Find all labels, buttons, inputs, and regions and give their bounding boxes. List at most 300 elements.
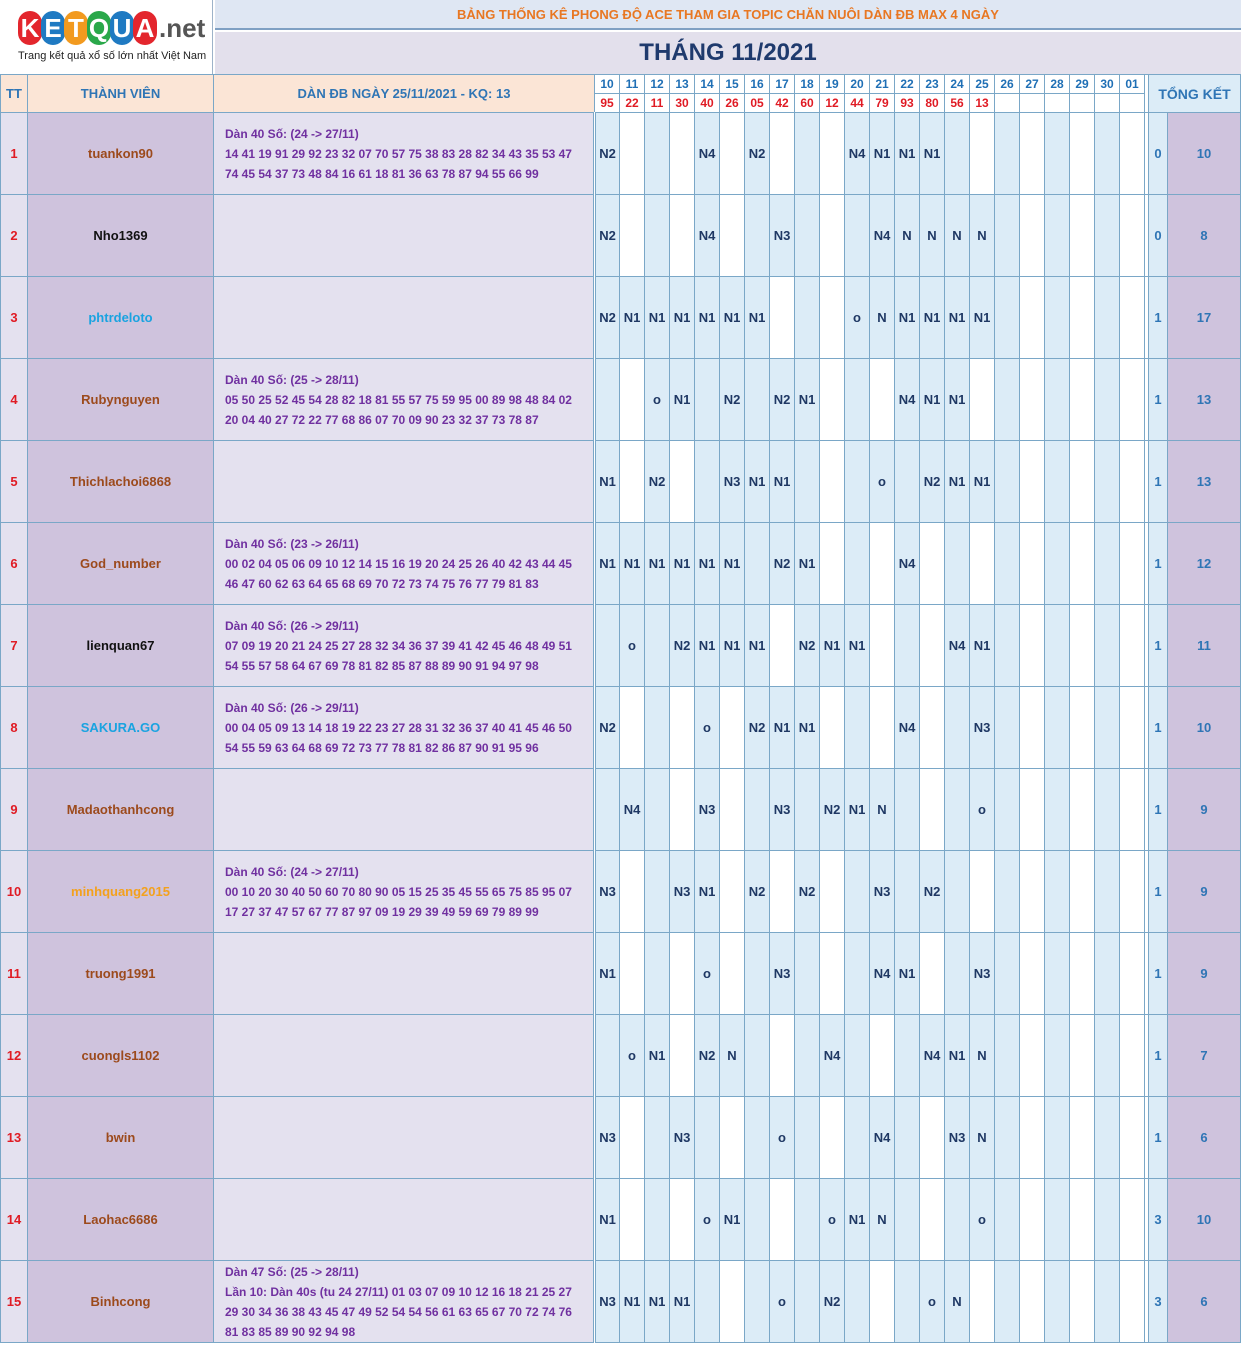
day-cell	[770, 113, 795, 195]
day-cell: N	[970, 1015, 995, 1097]
day-cell	[720, 687, 745, 769]
day-cell	[1045, 1179, 1070, 1261]
day-cell: N1	[845, 605, 870, 687]
day-cell	[795, 277, 820, 359]
day-cell	[745, 1261, 770, 1343]
header-day: 17	[770, 75, 795, 94]
dan-numbers	[214, 605, 595, 687]
header-result: 11	[645, 94, 670, 113]
dan-line: Dàn 40 Số: (24 -> 27/11)	[225, 864, 359, 879]
table-row	[1, 195, 1241, 277]
day-cell: N2	[770, 523, 795, 605]
logo-letter: Q	[87, 11, 111, 45]
day-cell	[720, 1097, 745, 1179]
day-cell: N1	[795, 359, 820, 441]
day-cell	[820, 933, 845, 1015]
day-cell	[1020, 277, 1045, 359]
day-cell: N1	[820, 605, 845, 687]
day-cell	[1095, 769, 1120, 851]
day-cell	[1045, 441, 1070, 523]
day-cell	[770, 605, 795, 687]
day-cell: N2	[820, 1261, 845, 1343]
day-cell	[645, 933, 670, 1015]
day-cell: N1	[695, 851, 720, 933]
dan-numbers	[214, 769, 595, 851]
stats-table	[0, 74, 1241, 1343]
day-cell	[1020, 113, 1045, 195]
win-count: 1	[1149, 687, 1168, 769]
day-cell: N1	[770, 687, 795, 769]
day-cell	[920, 769, 945, 851]
day-cell	[645, 769, 670, 851]
row-number: 4	[1, 359, 28, 441]
dan-line: 05 50 25 52 45 54 28 82 18 81 55 57 75 59 95 00 89 98 48 84 02	[225, 392, 572, 407]
day-cell: N2	[920, 851, 945, 933]
table-row	[1, 1179, 1241, 1261]
member-name: truong1991	[28, 933, 214, 1015]
row-number: 2	[1, 195, 28, 277]
dan-line: 00 02 04 05 06 09 10 12 14 15 16 19 20 24 25 26 40 42 43 44 45	[225, 556, 572, 571]
table-row	[1, 1015, 1241, 1097]
logo-wordmark	[18, 8, 205, 48]
day-cell: N1	[945, 441, 970, 523]
day-cell	[820, 523, 845, 605]
header-day: 24	[945, 75, 970, 94]
day-cell	[995, 687, 1020, 769]
day-cell: N1	[745, 605, 770, 687]
table-row	[1, 933, 1241, 1015]
day-cell	[1070, 1179, 1095, 1261]
day-cell	[845, 1261, 870, 1343]
day-cell	[745, 769, 770, 851]
row-number: 9	[1, 769, 28, 851]
dan-numbers	[214, 277, 595, 359]
header-result	[1120, 94, 1145, 113]
logo-letter: K	[18, 11, 42, 45]
dan-numbers	[214, 1097, 595, 1179]
day-cell	[1045, 113, 1070, 195]
day-cell: N1	[720, 277, 745, 359]
day-cell: N1	[920, 277, 945, 359]
dan-line: 54 55 59 63 64 68 69 72 73 77 78 81 82 86 87 90 91 95 96	[225, 740, 539, 755]
day-cell	[1095, 195, 1120, 277]
table-row	[1, 1261, 1241, 1343]
total-count: 8	[1168, 195, 1241, 277]
day-cell: N1	[745, 441, 770, 523]
dan-line: Dàn 40 Số: (23 -> 26/11)	[225, 536, 359, 551]
day-cell	[1070, 851, 1095, 933]
total-count: 12	[1168, 523, 1241, 605]
day-cell	[1020, 687, 1045, 769]
day-cell	[995, 769, 1020, 851]
logo-suffix: .net	[159, 12, 206, 43]
day-cell	[595, 769, 620, 851]
day-cell	[795, 933, 820, 1015]
header-day: 01	[1120, 75, 1145, 94]
day-cell	[920, 1097, 945, 1179]
day-cell: o	[695, 1179, 720, 1261]
day-cell: N1	[670, 523, 695, 605]
total-count: 7	[1168, 1015, 1241, 1097]
dan-line: Dàn 40 Số: (26 -> 29/11)	[225, 618, 359, 633]
logo-letter: A	[133, 11, 157, 45]
day-cell: N3	[695, 769, 720, 851]
dan-line: 00 10 20 30 40 50 60 70 80 90 05 15 25 35 45 55 65 75 85 95 07	[225, 884, 572, 899]
day-cell: N3	[970, 933, 995, 1015]
dan-line: 00 04 05 09 13 14 18 19 22 23 27 28 31 32 36 37 40 41 45 46 50	[225, 720, 572, 735]
day-cell	[1070, 277, 1095, 359]
day-cell	[670, 1015, 695, 1097]
table-row	[1, 687, 1241, 769]
day-cell	[745, 1179, 770, 1261]
total-count: 9	[1168, 851, 1241, 933]
day-cell: N3	[870, 851, 895, 933]
day-cell	[845, 687, 870, 769]
total-count: 6	[1168, 1261, 1241, 1343]
day-cell: N1	[595, 441, 620, 523]
day-cell	[795, 1015, 820, 1097]
day-cell: N1	[895, 933, 920, 1015]
win-count: 3	[1149, 1179, 1168, 1261]
header-result: 40	[695, 94, 720, 113]
day-cell	[1120, 769, 1145, 851]
day-cell	[945, 851, 970, 933]
day-cell: o	[645, 359, 670, 441]
day-cell	[1070, 1015, 1095, 1097]
day-cell	[895, 851, 920, 933]
day-cell: N3	[595, 851, 620, 933]
day-cell: N2	[770, 359, 795, 441]
header-result	[995, 94, 1020, 113]
day-cell	[1120, 1179, 1145, 1261]
total-count: 10	[1168, 687, 1241, 769]
day-cell: o	[845, 277, 870, 359]
header-day: 14	[695, 75, 720, 94]
day-cell	[820, 195, 845, 277]
day-cell: N1	[895, 113, 920, 195]
day-cell	[645, 113, 670, 195]
day-cell: N1	[795, 523, 820, 605]
day-cell	[1020, 1261, 1045, 1343]
day-cell	[920, 523, 945, 605]
dan-numbers	[214, 1015, 595, 1097]
day-cell: N2	[920, 441, 945, 523]
day-cell: N2	[595, 687, 620, 769]
day-cell	[1020, 1097, 1045, 1179]
day-cell: o	[770, 1097, 795, 1179]
month-title: THÁNG 11/2021	[215, 32, 1241, 74]
win-count: 1	[1149, 605, 1168, 687]
day-cell: N	[920, 195, 945, 277]
day-cell: N2	[645, 441, 670, 523]
day-cell	[1045, 933, 1070, 1015]
day-cell	[1095, 523, 1120, 605]
day-cell	[1045, 277, 1070, 359]
day-cell: o	[620, 605, 645, 687]
total-count: 13	[1168, 359, 1241, 441]
logo[interactable]	[0, 0, 213, 74]
member-name: tuankon90	[28, 113, 214, 195]
day-cell	[795, 113, 820, 195]
day-cell	[1020, 523, 1045, 605]
row-number: 8	[1, 687, 28, 769]
row-number: 1	[1, 113, 28, 195]
table-row	[1, 441, 1241, 523]
day-cell: N1	[920, 113, 945, 195]
table-row	[1, 1097, 1241, 1179]
day-cell: N1	[720, 605, 745, 687]
day-cell	[745, 1097, 770, 1179]
day-cell: o	[695, 933, 720, 1015]
day-cell	[770, 1179, 795, 1261]
day-cell: o	[695, 687, 720, 769]
day-cell: N2	[745, 851, 770, 933]
day-cell	[595, 605, 620, 687]
day-cell	[945, 769, 970, 851]
win-count: 0	[1149, 113, 1168, 195]
row-number: 14	[1, 1179, 28, 1261]
day-cell	[895, 1015, 920, 1097]
day-cell: N2	[745, 687, 770, 769]
day-cell	[670, 769, 695, 851]
day-cell	[1095, 1015, 1120, 1097]
win-count: 1	[1149, 1015, 1168, 1097]
total-count: 9	[1168, 769, 1241, 851]
member-name: SAKURA.GO	[28, 687, 214, 769]
day-cell	[970, 1261, 995, 1343]
day-cell: N4	[695, 113, 720, 195]
win-count: 1	[1149, 359, 1168, 441]
member-name: Madaothanhcong	[28, 769, 214, 851]
table-row	[1, 359, 1241, 441]
day-cell	[1095, 851, 1120, 933]
win-count: 1	[1149, 441, 1168, 523]
day-cell	[845, 851, 870, 933]
day-cell: N1	[720, 523, 745, 605]
member-name: phtrdeloto	[28, 277, 214, 359]
day-cell	[995, 605, 1020, 687]
day-cell: N1	[970, 605, 995, 687]
dan-line: 20 04 40 27 72 22 77 68 86 07 70 09 90 23 32 37 73 78 87	[225, 412, 539, 427]
day-cell: N	[945, 1261, 970, 1343]
header-result: 60	[795, 94, 820, 113]
day-cell	[1020, 851, 1045, 933]
day-cell: N2	[720, 359, 745, 441]
day-cell	[995, 933, 1020, 1015]
day-cell: o	[770, 1261, 795, 1343]
day-cell	[1020, 933, 1045, 1015]
dan-numbers	[214, 1261, 595, 1343]
header-day: 20	[845, 75, 870, 94]
day-cell	[1020, 441, 1045, 523]
logo-tagline: Trang kết quả xổ số lớn nhất Việt Nam	[18, 50, 207, 62]
day-cell: N4	[870, 195, 895, 277]
table-row	[1, 277, 1241, 359]
day-cell: N1	[595, 523, 620, 605]
day-cell	[995, 195, 1020, 277]
header-day: 19	[820, 75, 845, 94]
day-cell	[1070, 1097, 1095, 1179]
header-day: 11	[620, 75, 645, 94]
day-cell	[1120, 113, 1145, 195]
day-cell: N1	[620, 523, 645, 605]
day-cell: N4	[620, 769, 645, 851]
day-cell: N4	[945, 605, 970, 687]
day-cell	[1120, 605, 1145, 687]
dan-numbers	[214, 1179, 595, 1261]
header-result	[1020, 94, 1045, 113]
day-cell	[1120, 441, 1145, 523]
day-cell	[1070, 933, 1095, 1015]
dan-line: 14 41 19 91 29 92 23 32 07 70 57 75 38 83 28 82 34 43 35 53 47	[225, 146, 572, 161]
day-cell	[920, 933, 945, 1015]
header-result	[1045, 94, 1070, 113]
day-cell	[995, 1261, 1020, 1343]
day-cell	[1045, 359, 1070, 441]
member-name: minhquang2015	[28, 851, 214, 933]
day-cell	[645, 1179, 670, 1261]
day-cell	[1095, 1179, 1120, 1261]
day-cell	[995, 359, 1020, 441]
day-cell	[895, 605, 920, 687]
day-cell	[1070, 1261, 1095, 1343]
day-cell	[820, 1097, 845, 1179]
day-cell	[620, 441, 645, 523]
member-name: Laohac6686	[28, 1179, 214, 1261]
day-cell: N1	[895, 277, 920, 359]
day-cell	[870, 687, 895, 769]
day-cell: N3	[595, 1261, 620, 1343]
day-cell: N4	[895, 359, 920, 441]
day-cell: N4	[820, 1015, 845, 1097]
dan-line: 17 27 37 47 57 67 77 87 97 09 19 29 39 49 59 69 79 89 99	[225, 904, 539, 919]
table-row	[1, 605, 1241, 687]
day-cell: N1	[795, 687, 820, 769]
member-name: Rubynguyen	[28, 359, 214, 441]
win-count: 1	[1149, 523, 1168, 605]
page-title: BẢNG THỐNG KÊ PHONG ĐỘ ACE THAM GIA TOPIC CHĂN NUÔI DÀN ĐB MAX 4 NGÀY	[215, 0, 1241, 30]
day-cell: N1	[645, 1015, 670, 1097]
header-day: 27	[1020, 75, 1045, 94]
dan-line: Lần 10: Dàn 40s (tu 24 27/11) 01 03 07 09 10 12 16 18 21 25 27	[225, 1284, 572, 1299]
day-cell	[620, 113, 645, 195]
header-result: 13	[970, 94, 995, 113]
day-cell: N	[870, 277, 895, 359]
dan-line: 81 83 85 89 90 92 94 98	[225, 1324, 356, 1339]
day-cell: o	[970, 769, 995, 851]
row-number: 10	[1, 851, 28, 933]
day-cell: N4	[895, 687, 920, 769]
day-cell	[870, 523, 895, 605]
day-cell: N4	[695, 195, 720, 277]
day-cell	[1045, 1261, 1070, 1343]
win-count: 1	[1149, 769, 1168, 851]
day-cell: N	[945, 195, 970, 277]
day-cell	[795, 1179, 820, 1261]
header-result	[1095, 94, 1120, 113]
day-cell: N3	[770, 769, 795, 851]
dan-line: 29 30 34 36 38 43 45 47 49 52 54 54 56 61 63 65 67 70 72 74 76	[225, 1304, 572, 1319]
day-cell: o	[970, 1179, 995, 1261]
day-cell	[970, 359, 995, 441]
row-number: 11	[1, 933, 28, 1015]
day-cell	[645, 1097, 670, 1179]
day-cell: N1	[620, 1261, 645, 1343]
day-cell	[620, 687, 645, 769]
dan-numbers	[214, 933, 595, 1015]
day-cell: N	[870, 769, 895, 851]
day-cell	[995, 1015, 1020, 1097]
day-cell	[795, 769, 820, 851]
day-cell	[1120, 851, 1145, 933]
header-tt: TT	[1, 75, 28, 113]
day-cell	[845, 441, 870, 523]
day-cell: N	[870, 1179, 895, 1261]
dan-numbers	[214, 441, 595, 523]
day-cell	[895, 441, 920, 523]
day-cell: N3	[970, 687, 995, 769]
day-cell	[695, 359, 720, 441]
day-cell	[1120, 1015, 1145, 1097]
header-result: 44	[845, 94, 870, 113]
day-cell	[1095, 1097, 1120, 1179]
day-cell	[720, 851, 745, 933]
day-cell: N	[970, 1097, 995, 1179]
day-cell: N4	[845, 113, 870, 195]
day-cell: N1	[845, 1179, 870, 1261]
day-cell: N	[970, 195, 995, 277]
day-cell	[745, 359, 770, 441]
day-cell	[820, 277, 845, 359]
day-cell	[695, 441, 720, 523]
day-cell: N1	[970, 277, 995, 359]
dan-numbers	[214, 687, 595, 769]
day-cell	[795, 441, 820, 523]
dan-numbers	[214, 359, 595, 441]
day-cell	[795, 1097, 820, 1179]
header-dan: DÀN ĐB NGÀY 25/11/2021 - KQ: 13	[214, 75, 595, 113]
day-cell: N2	[795, 605, 820, 687]
day-cell	[1120, 195, 1145, 277]
day-cell	[945, 523, 970, 605]
win-count: 1	[1149, 851, 1168, 933]
member-name: Nho1369	[28, 195, 214, 277]
header-day: 15	[720, 75, 745, 94]
day-cell	[770, 1015, 795, 1097]
day-cell: N2	[745, 113, 770, 195]
day-cell: N1	[720, 1179, 745, 1261]
day-cell: N2	[595, 277, 620, 359]
day-cell: N4	[920, 1015, 945, 1097]
day-cell: N3	[670, 851, 695, 933]
header-summary: TỔNG KẾT	[1149, 75, 1241, 113]
day-cell	[945, 687, 970, 769]
day-cell	[645, 605, 670, 687]
dan-numbers	[214, 851, 595, 933]
header-result: 30	[670, 94, 695, 113]
dan-line: 54 55 57 58 64 67 69 78 81 82 85 87 88 89 90 91 94 97 98	[225, 658, 539, 673]
table-row	[1, 851, 1241, 933]
day-cell: N3	[595, 1097, 620, 1179]
day-cell: N1	[670, 1261, 695, 1343]
row-number: 7	[1, 605, 28, 687]
win-count: 1	[1149, 933, 1168, 1015]
day-cell	[1020, 359, 1045, 441]
day-cell	[670, 933, 695, 1015]
day-cell: N1	[695, 605, 720, 687]
day-cell: N1	[645, 523, 670, 605]
table-row	[1, 769, 1241, 851]
